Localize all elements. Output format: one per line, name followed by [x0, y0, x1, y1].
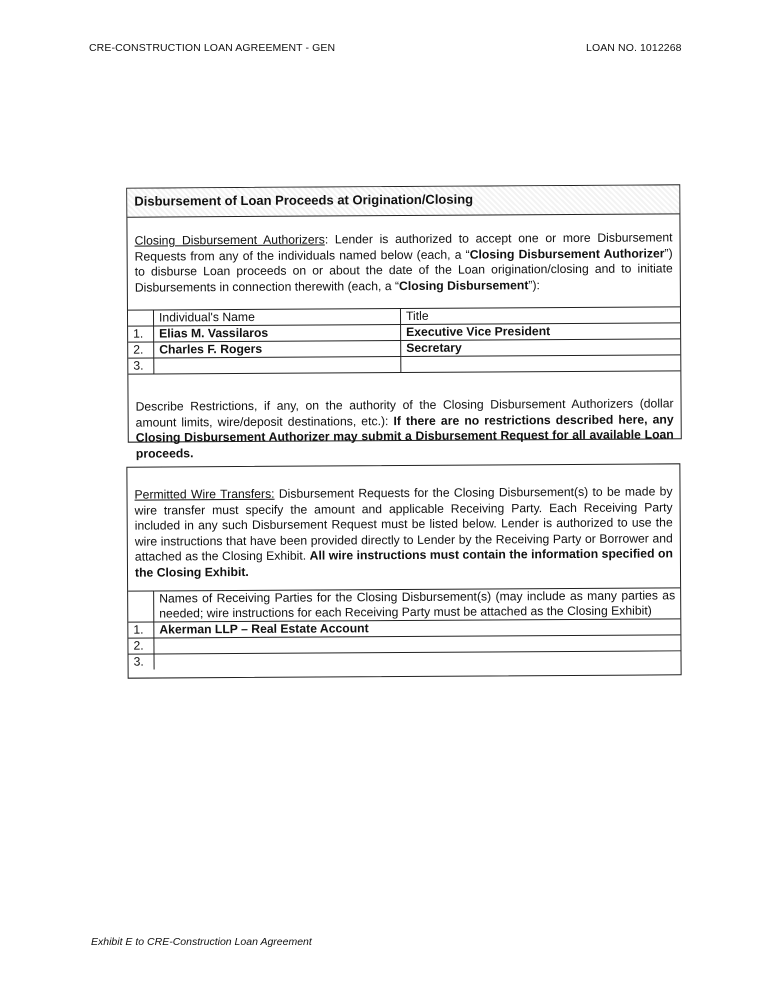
- receiving-parties-header: Names of Receiving Parties for the Closing Disbursement(s) (may include as many parties as needed; wire instructions for each Receiving Party must be attached as the Closing Exhibit): [154, 588, 681, 622]
- authorizer-name: Charles F. Rogers: [154, 341, 401, 359]
- wire-transfers-text: Disbursement Requests for the Closing Disbursement(s) to be made by wire transfer must specify the amount and applicable Receiving Party. Each Receiving Party included in any such Disbursement Request must be listed below. Lender is authorized to use the wire instructions that have been provided directly to Lender by the Receiving Party or Borrower and attached as the Closing Exhibit.: [134, 484, 673, 564]
- row-number: 1.: [128, 622, 154, 638]
- authorizer-name: [154, 357, 401, 375]
- row-number: 3.: [129, 654, 155, 670]
- restrictions-text: Describe Restrictions, if any, on the authority of the Closing Disbursement Authorizers (dollar amount limits, wire/deposit destinations, etc.):: [135, 396, 674, 430]
- authorizers-term-b: Closing Disbursement: [398, 277, 529, 293]
- section-title: Disbursement of Loan Proceeds at Origination/Closing: [127, 185, 679, 217]
- authorizers-text-a: : Lender is authorized to accept one or more Disbursement Requests from any of the individuals named below (each, a “: [134, 230, 673, 264]
- receiving-party-name: Akerman LLP – Real Estate Account: [154, 619, 681, 638]
- receiving-parties-table: [128, 587, 680, 669]
- title-column-header: Title: [400, 307, 680, 325]
- row-number: 2.: [128, 342, 154, 358]
- restrictions-note: If there are no restrictions described here, any Closing Disbursement Authorizer may submit a Disbursement Request for all available Loan proceeds.: [135, 411, 674, 461]
- authorizer-title: Secretary: [401, 339, 681, 357]
- loan-number: LOAN NO. 1012268: [586, 42, 682, 54]
- page-footer: Exhibit E to CRE-Construction Loan Agreement: [91, 936, 312, 948]
- name-column-header: Individual's Name: [153, 309, 400, 327]
- authorizers-text-b: ”) to disburse Loan proceeds on or about the date of the Loan origination/closing and to initiate Disbursements in connection therewith (each, a “: [134, 245, 673, 295]
- table-row: [128, 355, 680, 374]
- authorizer-name: Elias M. Vassilaros: [154, 325, 401, 343]
- receiving-party-name: [154, 651, 681, 670]
- table-header-row: [128, 588, 680, 622]
- row-number: 3.: [128, 358, 154, 374]
- authorizers-table: [128, 306, 680, 374]
- wire-transfers-note: All wire instructions must contain the information specified on the Closing Exhibit.: [134, 546, 673, 580]
- wire-transfers-label: Permitted Wire Transfers:: [134, 486, 275, 502]
- restrictions-paragraph: [129, 396, 681, 461]
- table-cell: [128, 310, 154, 326]
- document-header-title: CRE-CONSTRUCTION LOAN AGREEMENT - GEN: [89, 42, 336, 54]
- disbursement-section: [126, 184, 682, 461]
- table-cell: [128, 591, 154, 622]
- authorizers-text-c: ”):: [528, 277, 540, 292]
- row-number: 2.: [128, 638, 154, 654]
- wire-transfers-section: [126, 463, 681, 678]
- authorizers-label: Closing Disbursement Authorizers: [134, 232, 325, 248]
- table-row: [129, 651, 681, 670]
- authorizer-title: [401, 355, 681, 373]
- row-number: 1.: [128, 326, 154, 342]
- authorizers-term-a: Closing Disbursement Authorizer: [469, 245, 665, 262]
- wire-transfers-paragraph: [127, 484, 680, 580]
- authorizers-paragraph: [128, 230, 680, 295]
- authorizer-title: Executive Vice President: [401, 323, 681, 341]
